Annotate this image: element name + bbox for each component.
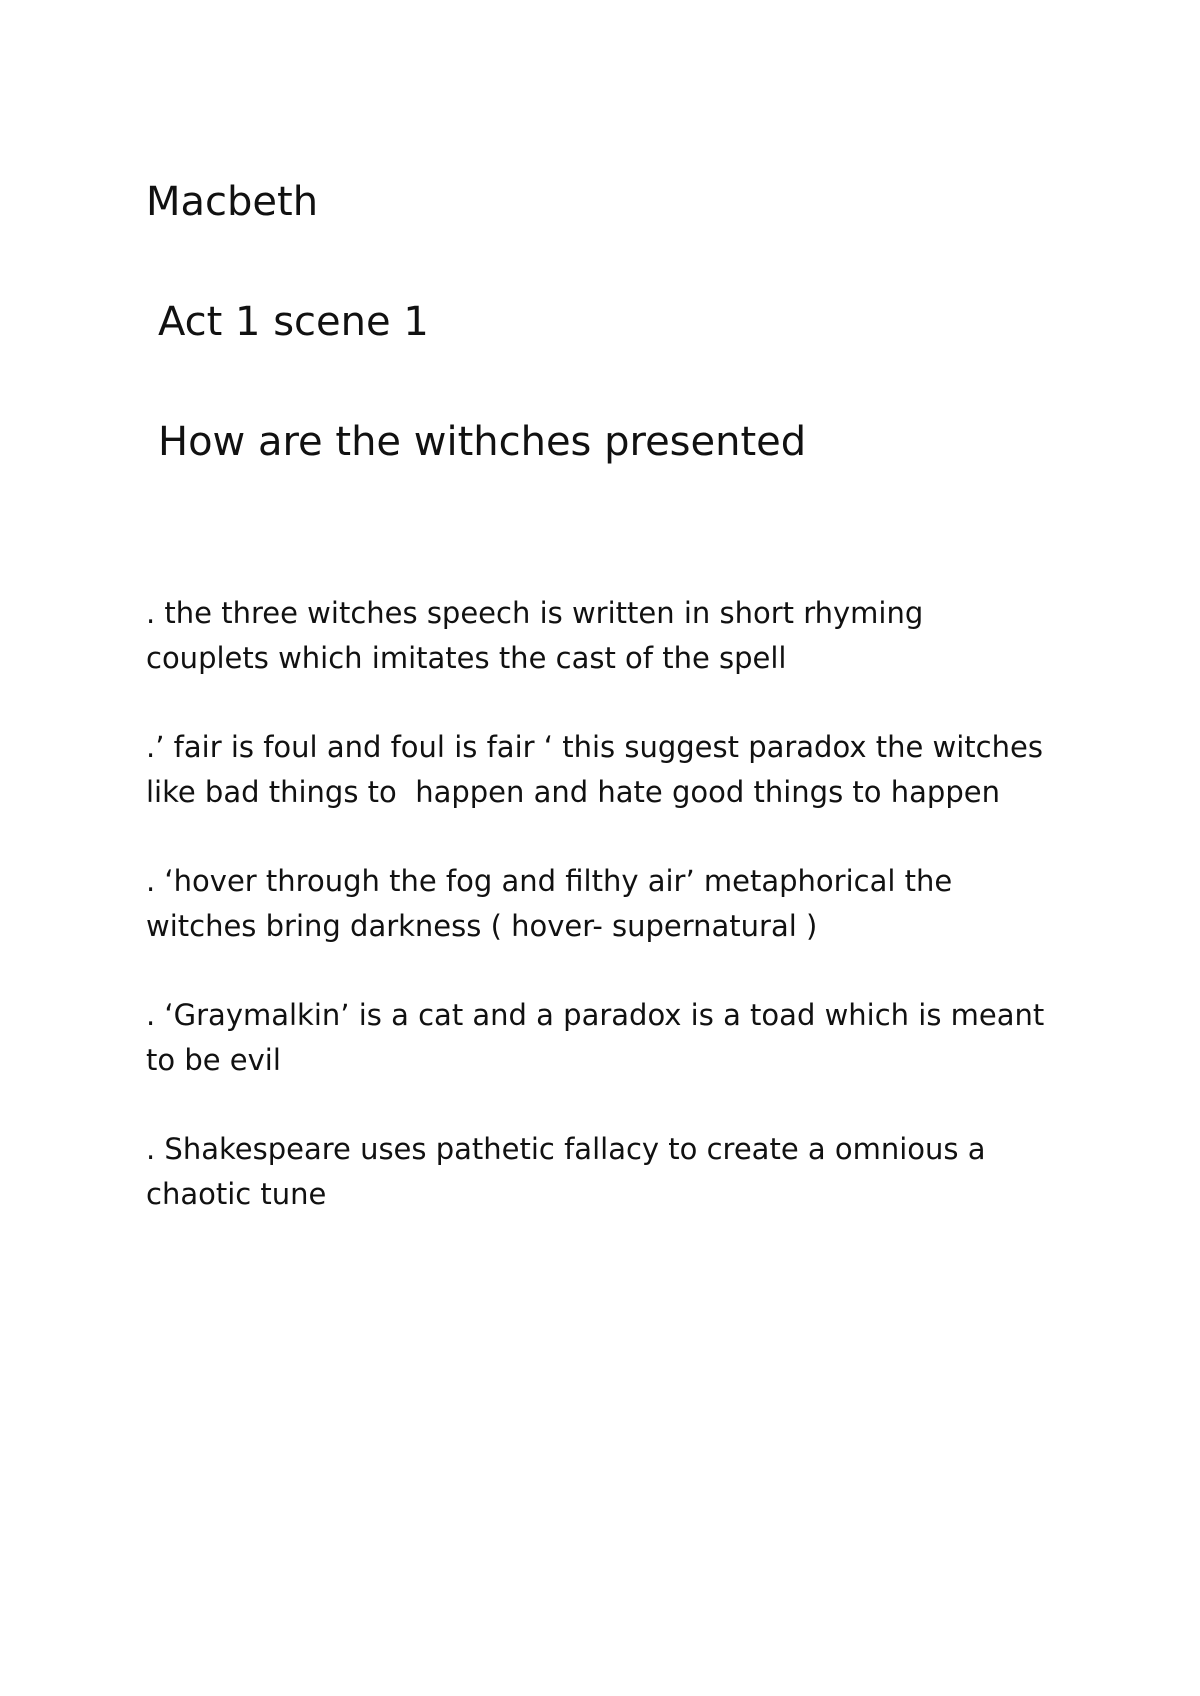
notes-list [146, 591, 1086, 1261]
note-item [146, 1127, 1086, 1217]
document-title: Macbeth [146, 179, 319, 225]
note-item [146, 725, 1086, 815]
note-line: . ‘Graymalkin’ is a cat and a paradox is a toad which is meant [146, 998, 1045, 1032]
note-item [146, 591, 1086, 681]
note-line: . ‘hover through the fog and filthy air’ metaphorical the [146, 864, 953, 898]
note-line: .’ fair is foul and foul is fair ‘ this suggest paradox the witches [146, 730, 1043, 764]
note-line: . the three witches speech is written in short rhyming [146, 596, 924, 630]
note-item [146, 859, 1086, 949]
note-line: couplets which imitates the cast of the spell [146, 641, 787, 675]
note-line: to be evil [146, 1043, 281, 1077]
note-item [146, 993, 1086, 1083]
question-heading: How are the withches presented [158, 419, 807, 465]
note-line: like bad things to happen and hate good things to happen [146, 775, 1000, 809]
scene-heading: Act 1 scene 1 [158, 299, 429, 345]
note-line: chaotic tune [146, 1177, 327, 1211]
note-line: . Shakespeare uses pathetic fallacy to create a omnious a [146, 1132, 986, 1166]
note-line: witches bring darkness ( hover- supernatural ) [146, 909, 818, 943]
